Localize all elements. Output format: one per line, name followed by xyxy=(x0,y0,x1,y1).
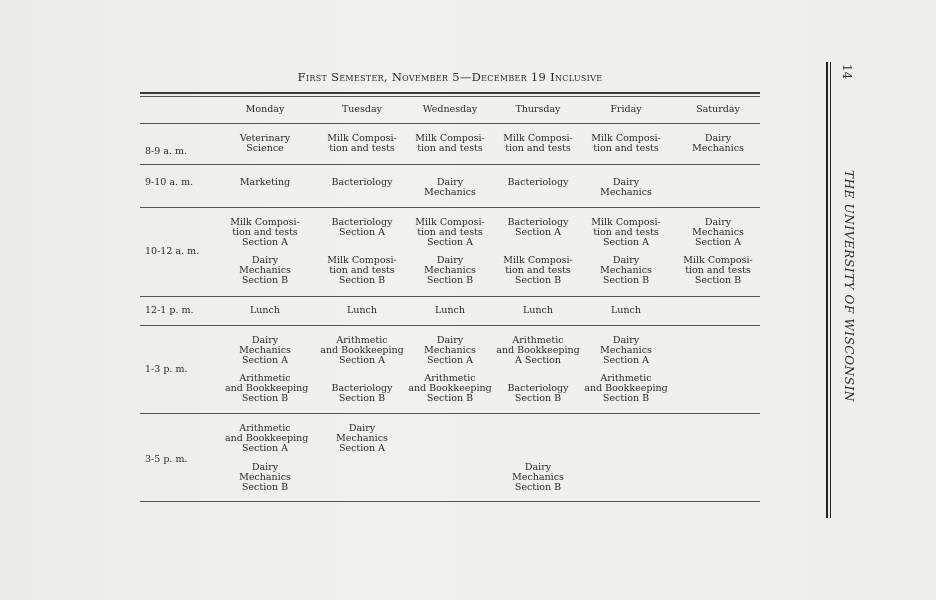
cell-mon-8: Veterinary Science xyxy=(239,133,291,154)
cell-mon-12: Lunch xyxy=(250,305,280,316)
cell-mon-9: Marketing xyxy=(239,177,291,188)
margin-rule xyxy=(826,62,828,518)
cell-sat-10b: Milk Composi- tion and tests Section B xyxy=(683,255,753,286)
row-divider xyxy=(140,207,760,208)
time-label: 3-5 p. m. xyxy=(145,454,188,465)
cell-mon-10a: Milk Composi- tion and tests Section A xyxy=(230,217,300,248)
cell-thu-1b: Bacteriology Section B xyxy=(507,383,569,404)
cell-mon-1b: Arithmetic and Bookkeeping Section B xyxy=(225,373,309,404)
cell-tue-1a: Arithmetic and Bookkeeping Section A xyxy=(320,335,404,366)
cell-tue-9: Bacteriology xyxy=(331,177,393,188)
cell-fri-9: Dairy Mechanics xyxy=(600,177,652,198)
time-label: 8-9 a. m. xyxy=(145,146,188,157)
cell-sat-8: Dairy Mechanics xyxy=(692,133,744,154)
row-divider xyxy=(140,164,760,165)
cell-fri-1b: Arithmetic and Bookkeeping Section B xyxy=(584,373,668,404)
cell-wed-10a: Milk Composi- tion and tests Section A xyxy=(415,217,485,248)
cell-thu-8: Milk Composi- tion and tests xyxy=(503,133,573,154)
cell-fri-1a: Dairy Mechanics Section A xyxy=(600,335,652,366)
bottom-rule xyxy=(140,501,760,502)
cell-mon-3b: Dairy Mechanics Section B xyxy=(239,462,291,493)
cell-thu-3b: Dairy Mechanics Section B xyxy=(512,462,564,493)
cell-thu-10b: Milk Composi- tion and tests Section B xyxy=(503,255,573,286)
cell-wed-8: Milk Composi- tion and tests xyxy=(415,133,485,154)
page-title: First Semester, November 5—December 19 Inclusive xyxy=(297,70,603,84)
time-label: 10-12 a. m. xyxy=(145,246,200,257)
cell-wed-1b: Arithmetic and Bookkeeping Section B xyxy=(408,373,492,404)
header-saturday: Saturday xyxy=(696,104,740,115)
margin-rule-thin xyxy=(830,62,831,518)
cell-tue-1b: Bacteriology Section B xyxy=(331,383,393,404)
cell-fri-12: Lunch xyxy=(611,305,641,316)
cell-thu-9: Bacteriology xyxy=(507,177,569,188)
cell-thu-12: Lunch xyxy=(523,305,553,316)
cell-fri-10a: Milk Composi- tion and tests Section A xyxy=(591,217,661,248)
top-rule-thin xyxy=(140,96,760,97)
cell-wed-12: Lunch xyxy=(435,305,465,316)
page-number: 14 xyxy=(840,64,854,80)
row-divider xyxy=(140,325,760,326)
cell-thu-1a: Arithmetic and Bookkeeping A Section xyxy=(496,335,580,366)
top-rule xyxy=(140,92,760,94)
cell-mon-3a: Arithmetic and Bookkeeping Section A xyxy=(225,423,309,454)
row-divider xyxy=(140,296,760,297)
cell-mon-1a: Dairy Mechanics Section A xyxy=(239,335,291,366)
header-thursday: Thursday xyxy=(515,104,561,115)
time-label: 1-3 p. m. xyxy=(145,364,188,375)
cell-tue-12: Lunch xyxy=(347,305,377,316)
time-label: 9-10 a. m. xyxy=(145,177,194,188)
cell-wed-1a: Dairy Mechanics Section A xyxy=(424,335,476,366)
cell-tue-10b: Milk Composi- tion and tests Section B xyxy=(327,255,397,286)
cell-tue-3a: Dairy Mechanics Section A xyxy=(336,423,388,454)
row-divider xyxy=(140,413,760,414)
header-wednesday: Wednesday xyxy=(422,104,478,115)
header-tuesday: Tuesday xyxy=(341,104,383,115)
cell-tue-8: Milk Composi- tion and tests xyxy=(327,133,397,154)
cell-wed-10b: Dairy Mechanics Section B xyxy=(424,255,476,286)
header-monday: Monday xyxy=(245,104,285,115)
cell-thu-10a: Bacteriology Section A xyxy=(507,217,569,238)
cell-sat-10a: Dairy Mechanics Section A xyxy=(692,217,744,248)
row-divider xyxy=(140,123,760,124)
cell-wed-9: Dairy Mechanics xyxy=(424,177,476,198)
header-friday: Friday xyxy=(610,104,642,115)
running-head: THE UNIVERSITY OF WISCONSIN xyxy=(842,170,856,403)
cell-tue-10a: Bacteriology Section A xyxy=(331,217,393,238)
cell-fri-10b: Dairy Mechanics Section B xyxy=(600,255,652,286)
cell-mon-10b: Dairy Mechanics Section B xyxy=(239,255,291,286)
cell-fri-8: Milk Composi- tion and tests xyxy=(591,133,661,154)
time-label: 12-1 p. m. xyxy=(145,305,194,316)
